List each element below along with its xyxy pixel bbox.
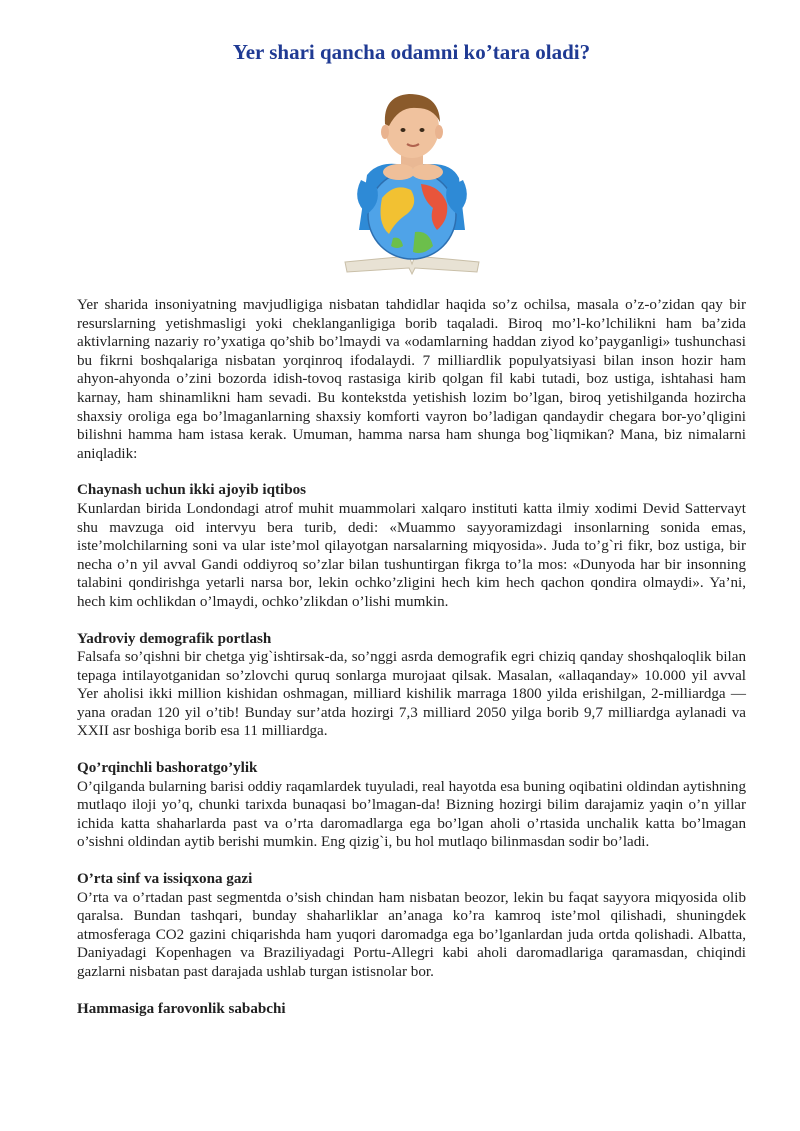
section	[77, 1000, 746, 1019]
section	[77, 630, 746, 742]
page-title: Yer shari qancha odamni ko’tara oladi?	[232, 40, 591, 64]
section	[77, 759, 746, 852]
section-heading: Qo’rqinchli bashoratgo’ylik	[77, 760, 258, 777]
hero-illustration	[77, 80, 746, 280]
intro-paragraph: Yer sharida insoniyatning mavjudligiga nisbatan tahdidlar haqida so’z ochilsa, masala o’z-o’zidan qay bir resurslarning yetishmasligi yoki cheklanganligiga borib taqaladi. Biroq mo’l-ko’lchilikni ham ba’zida aktivlarning nazariy ro’yxatiga qo’shib bo’lmaydi va «odamlarning haddan ziyod ko’payganligi» tushunchasi bu fikrni boshqalariga nisbatan yorqinroq ifodalaydi. 7 milliardlik populyatsiyasi bilan inson hozir ham ahyon-ahyonda o’zini bozorda idish-tovoq rastasiga kirib qolgan fil kabi tutadi, boz ustiga, ishtahasi ham karnay, ham shinamlikni ham sevadi. Bu kontekstda yetishish lozim bo’lgan, biroq yetishilganda hozircha shaxsiy oroliga ega bo’lmaganlarning shaxsiy komforti vayron bo’ladigan qandaydir chegara bor-yo’qligini bilishni hamma ham istasa kerak. Umuman, hamma narsa ham shunga bog`liqmikan? Mana, biz nimalarni aniqladik:	[77, 297, 746, 462]
section-paragraph: Kunlardan birida Londondagi atrof muhit muammolari xalqaro instituti katta ilmiy xodimi Devid Sattervayt shu mavzuga oid intervyu bera turib, dedi: «Muammo sayyoramizdagi insonlarning sonida emas, iste’molchilarning soni va ular iste’mol qilayotgan narsalarning miqyosida». Juda to’g`ri fikr, boz ustiga, bir necha o’n yil avval Gandi oddiyroq so’zlar bilan tushuntirgan fikrga to’la mos: «Dunyoda har bir insonning talabini qondirishga yetarli narsa bor, lekin ochko’zligini hech kim hech qachon qondira olmaydi». Ya’ni, hech kim ochlikdan o’lmaydi, ochko’zlikdan o’lishi mumkin.	[77, 500, 746, 610]
section-paragraph: O’qilganda bularning barisi oddiy raqamlardek tuyuladi, real hayotda esa buning oqibatini oldindan aytishning mutlaqo iloji yo’q, chunki tarixda bunaqasi bo’lmagan-da! Bizning hozirgi bilim darajamiz yaqin o’n yillar ichida katta shaharlarda past va o’rta daromadlarga ega bo’lgan aholi o’rtasida unchalik katta bo’lmagan o’sishni oldindan aytib berishi mumkin. Eng qizig`i, bu hol mutlaqo bilinmasdan sodir bo’ladi.	[77, 778, 746, 851]
section-heading: Hammasiga farovonlik sababchi	[77, 1000, 286, 1017]
section-paragraph: Falsafa so’qishni bir chetga yig`ishtirsak-da, so’nggi asrda demografik egri chiziq qanday shoshqaloqlik bilan tepaga intilayotganidan so’zlovchi quruq sonlarga murojaat qilsak. Masalan, «allaqanday» 10.000 yil avval Yer aholisi ikki million kishidan oshmagan, milliard kishilik marraga 1800 yilda erishilgan, 2-milliardga — yana oradan 120 yil o’tib! Bunday sur’atda hozirgi 7,3 milliard 2050 yilga borib 9,7 milliardga aylanadi va XXII asr boshiga borib esa 11 milliardga.	[77, 649, 746, 740]
section-heading: Yadroviy demografik portlash	[77, 630, 272, 647]
section	[77, 870, 746, 982]
section-paragraph: O’rta va o’rtadan past segmentda o’sish chindan ham nisbatan beozor, lekin bu faqat sayyora miqyosida olib qaralsa. Bundan tashqari, bunday shaharliklar an’anaga ko’ra kamroq iste’mol qilishadi, shuningdek atmosferaga CO2 gazini chiqarishda ham yuqori daromadga ega bo’lganlardan juda ortda qolishadi. Albatta, Daniyadagi Kopenhagen va Braziliyadagi Portu-Allegri kabi aholi daromadlariga qaramasdan, chiqindi gazlarni nisbatan past darajada ushlab turgan istisnolar bor.	[77, 889, 746, 980]
section	[77, 481, 746, 611]
article-body	[77, 296, 746, 1018]
section-heading: Chaynash uchun ikki ajoyib iqtibos	[77, 482, 307, 499]
boy-with-globe-icon	[337, 80, 487, 280]
section-heading: O’rta sinf va issiqxona gazi	[77, 871, 253, 888]
